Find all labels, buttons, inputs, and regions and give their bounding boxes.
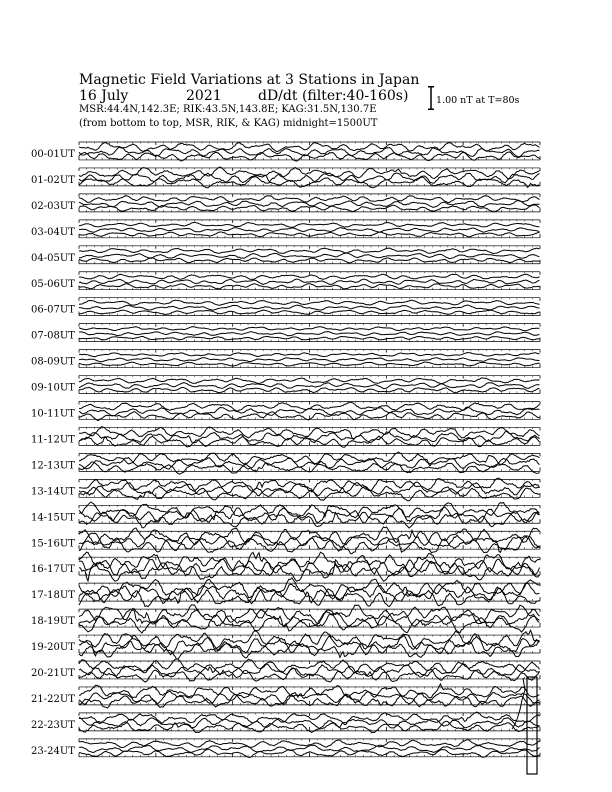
hour-label: 05-06UT xyxy=(31,278,75,290)
trace-kag xyxy=(79,274,540,279)
hour-panel xyxy=(31,659,540,682)
hour-panel xyxy=(31,324,540,342)
trace-rik xyxy=(79,173,540,183)
hour-label: 01-02UT xyxy=(31,174,75,186)
trace-rik xyxy=(79,745,540,752)
trace-rik xyxy=(79,383,540,389)
hour-label: 17-18UT xyxy=(31,590,75,602)
trace-kag xyxy=(79,630,540,649)
trace-rik xyxy=(79,147,540,157)
hour-panel xyxy=(31,684,540,708)
hour-label: 11-12UT xyxy=(31,434,75,446)
trace-kag xyxy=(79,248,540,254)
hour-label: 09-10UT xyxy=(31,382,75,394)
trace-rik xyxy=(79,358,540,362)
trace-rik xyxy=(79,332,540,336)
hour-label: 23-24UT xyxy=(31,745,75,757)
hour-label: 21-22UT xyxy=(31,693,75,705)
hour-panel xyxy=(31,298,540,316)
hour-label: 20-21UT xyxy=(31,668,75,679)
hour-label: 03-04UT xyxy=(31,226,75,238)
hour-panel xyxy=(31,376,540,394)
trace-kag xyxy=(79,327,540,331)
hour-panel xyxy=(31,502,540,528)
trace-kag xyxy=(79,300,540,305)
hour-label: 16-17UT xyxy=(31,564,75,576)
scale-label: 1.00 nT at T=80s xyxy=(436,95,520,106)
station-coordinates: MSR:44.4N,142.3E; RIK:43.5N,143.8E; KAG:31.5N,130.7E xyxy=(79,104,377,115)
trace-rik xyxy=(79,305,540,310)
hour-label: 08-09UT xyxy=(31,356,75,368)
hour-label: 18-19UT xyxy=(31,616,75,628)
hour-label: 04-05UT xyxy=(31,252,75,264)
hour-panel xyxy=(31,630,540,659)
chart-title: Magnetic Field Variations at 3 Stations in Japan xyxy=(79,72,420,88)
trace-rik xyxy=(79,664,540,677)
trace-kag xyxy=(79,352,540,356)
hour-panel xyxy=(31,272,540,290)
trace-rik xyxy=(79,228,540,233)
hour-label: 19-20UT xyxy=(31,642,75,654)
hour-panel xyxy=(31,167,540,188)
hour-panel xyxy=(31,246,540,264)
hour-label: 06-07UT xyxy=(31,304,75,316)
hour-label: 13-14UT xyxy=(31,486,75,498)
hour-label: 22-23UT xyxy=(31,719,75,731)
hour-label: 02-03UT xyxy=(31,200,75,212)
hour-panel xyxy=(31,739,540,758)
hour-label: 10-11UT xyxy=(31,408,75,420)
trace-kag xyxy=(79,222,540,227)
hour-panel xyxy=(31,552,540,581)
filter-label: dD/dt (filter:40-160s) xyxy=(258,88,409,104)
chart-year: 2021 xyxy=(186,88,222,104)
hour-panel xyxy=(31,350,540,368)
hour-label: 12-13UT xyxy=(31,460,75,472)
hour-label: 00-01UT xyxy=(31,149,75,160)
hour-panel xyxy=(31,605,540,633)
station-order-note: (from bottom to top, MSR, RIK, & KAG) midnight=1500UT xyxy=(79,118,378,129)
hour-panel xyxy=(31,194,540,212)
trace-rik xyxy=(79,253,540,259)
hour-panel xyxy=(31,142,540,161)
hour-panel xyxy=(31,452,540,474)
chart-date: 16 July xyxy=(79,88,129,104)
hour-panel xyxy=(31,478,540,500)
hour-panel xyxy=(31,527,540,554)
hour-panel xyxy=(31,712,540,732)
hour-label: 07-08UT xyxy=(31,330,75,342)
hour-panel xyxy=(31,402,540,421)
hour-panel xyxy=(31,220,540,238)
trace-kag xyxy=(79,378,540,384)
hour-panel xyxy=(31,427,540,448)
hour-label: 14-15UT xyxy=(31,512,75,524)
hour-panel xyxy=(31,578,540,607)
hour-label: 15-16UT xyxy=(31,538,75,550)
